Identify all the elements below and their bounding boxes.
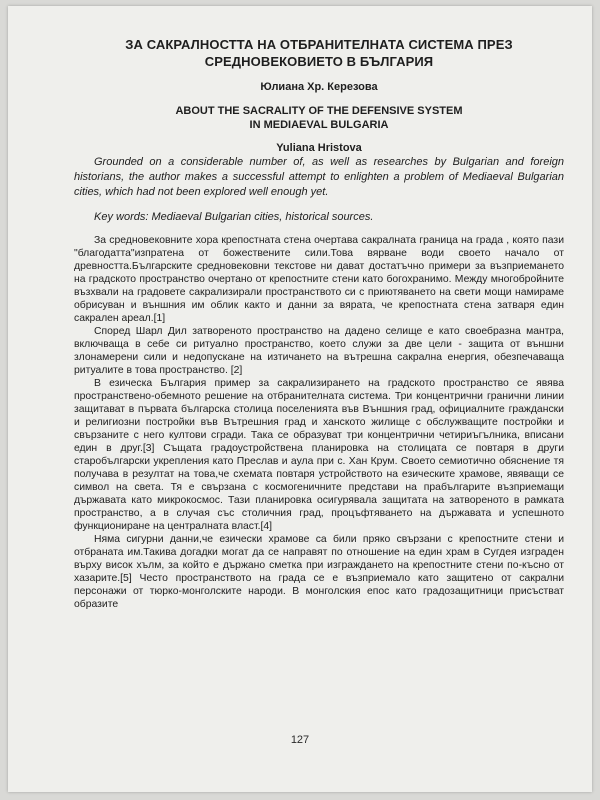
body-paragraph-4: Няма сигурни данни,че езически храмове са били пряко свързани с крепостните стени и отбраната им.Такива догадки могат да се направят по отношение на един храм в Сугдея изграден върху висок хълм, за който е държано сметка при изграждането на крепостните стени по-късно от хазарите.[5] Често пространството на града се е възприемало като защитено от сакрални персонажи от тюрко-монголските народи. В монголския епос като градозащитници присъстват образите — [74, 534, 564, 610]
body-paragraph-3: В езическа България пример за сакрализирането на градското пространство се явява пространствено-обемното решение на отбранителната система. Три концентрични гранични линии защитават в първата българска столица поселенията във Външния град, официалните граждански и религиозни постройки във Вътрешния град и ханското жилище с обслужващите постройки и свързаните с него култови сгради. Така се образуват три концентрични четириъгълника, вписани един в друг.[3] Същата градоустройствена планировка на столицата се повтаря в други старобългарски укрепления като Преслав и аула при с. Хан Крум. Своето семиотично обяснение тя получава в резултат на това,че схемата повтаря устройството на езическите храмове, явяващи се символ на света. Тя е свързана с космогеничните представи на прабългарите възприемащи държавата като микрокосмос. Тази планировка осигурявала защитата на затвореното в рамката пространство, а в случая със столичния град, процъфтяването на държавата и успешното функциониране на централната власт.[4] — [74, 378, 564, 532]
title-bg-line-2: СРЕДНОВЕКОВИЕТО В БЪЛГАРИЯ — [204, 54, 434, 69]
body-paragraph-1: За средновековните хора крепостната стена очертава сакралната граница на града , която пази "благодатта"изпратена от божествените сили.Това вярване води своето начало от древността.Българските средновековни текстове ни дават достатъчно примери за възприемането на градското пространство очертано от крепостните стени като богохранимо. Между многобройните възхвали на градовете сакрализирали пространството си с приютяването на свети мощи намираме обрисуван и външния им облик както и данни за вярата, че крепостната стена затваря един сакрален ареал.[1] — [74, 235, 564, 324]
author-name-bg: Юлиана Хр. Керезова — [260, 81, 378, 93]
abstract: Grounded on a considerable number of, as well as researches by Bulgarian and foreign historians, the author makes a successful attempt to enlighten a problem of Mediaeval Bulgarian cities, which had not been explored well enough yet. — [74, 156, 564, 198]
article-title-bg — [74, 36, 564, 70]
article-title-en — [74, 104, 564, 132]
keywords: Key words: Mediaeval Bulgarian cities, historical sources. — [94, 211, 374, 223]
title-en-line-1: ABOUT THE SACRALITY OF THE DEFENSIVE SYSTEM — [175, 105, 463, 117]
title-en-line-2: IN MEDIAEVAL BULGARIA — [249, 119, 389, 131]
title-bg-line-1: ЗА САКРАЛНОСТТА НА ОТБРАНИТЕЛНАТА СИСТЕМА ПРЕЗ — [125, 37, 513, 52]
document-page — [8, 6, 592, 792]
page-number: 127 — [290, 734, 310, 746]
author-name-en: Yuliana Hristova — [276, 142, 362, 154]
article-content — [74, 36, 564, 611]
body-paragraph-2: Според Шарл Дил затвореното пространство на дадено селище е като своебразна мантра, включваща в себе си ритуално пространство, което служи за две цели - защита от външни злонамерени сили и недопускане на изтичането на вътрешна сакрална енергия, обезпечаваща ритуалите в това пространство. [2] — [74, 326, 564, 376]
